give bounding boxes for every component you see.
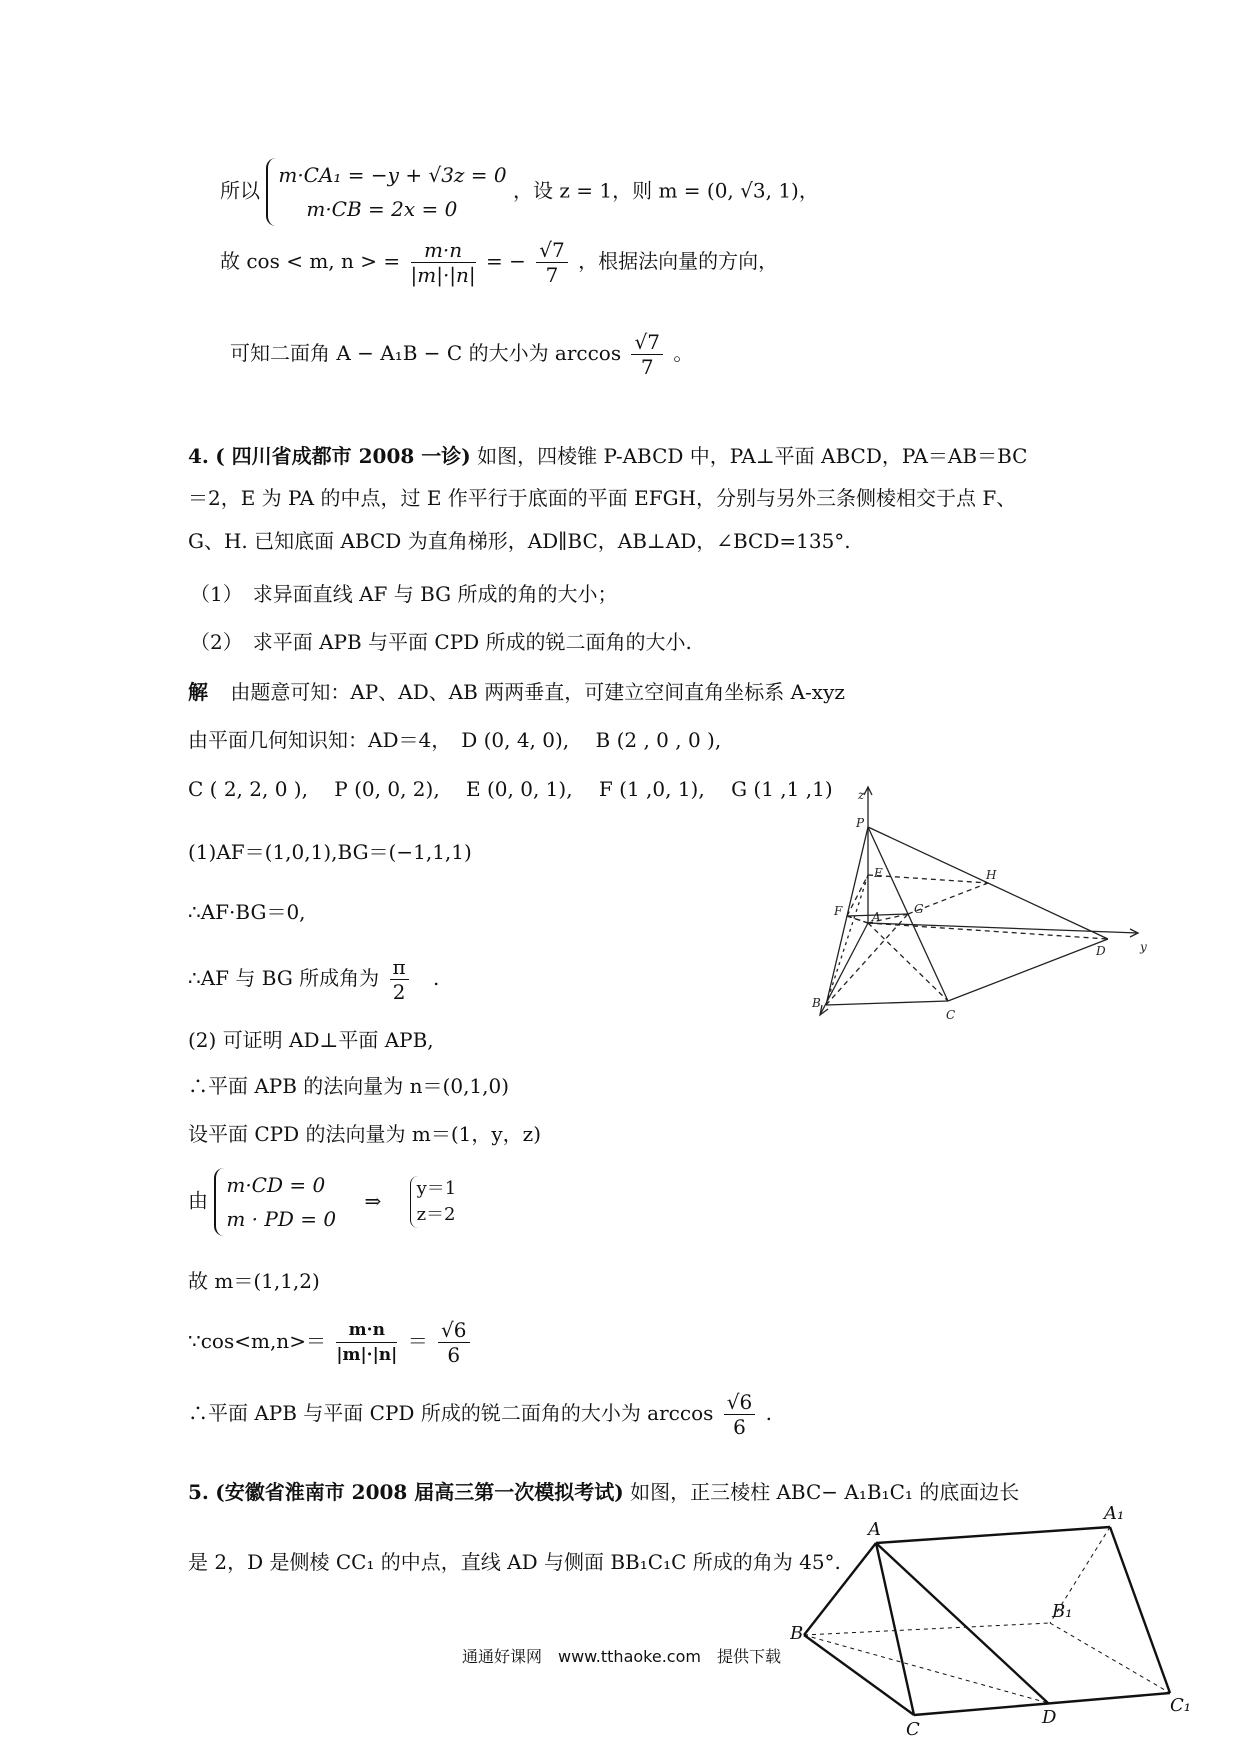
label-B: B xyxy=(812,996,821,1010)
solution-line-2: 由平面几何知识知：AD＝4， D (0, 4, 0), B (2 , 0 , 0 ), xyxy=(188,728,722,752)
sys-prefix: 所以 xyxy=(220,178,260,203)
solution-label: 解 xyxy=(188,680,208,704)
footer-credit: 通通好课网 www.tthaoke.com 提供下载 xyxy=(462,1647,781,1666)
problem5-stem-line1: 5. (安徽省淮南市 2008 届高三第一次模拟考试) 如图，正三棱柱 ABC− A₁B₁C₁ 的底面边长 xyxy=(188,1480,1020,1504)
label-F: F xyxy=(834,904,843,918)
equation-row-1: m·CA₁ = −y + √3z = 0 xyxy=(278,163,507,187)
fraction-mn-2: $\frac{m\cdot n}{|m|\cdot|n|}$ xyxy=(336,1320,398,1365)
solution-line-7: (2) 可证明 AD⊥平面 APB, xyxy=(188,1028,434,1052)
label-B-prism: B xyxy=(790,1623,804,1644)
pyramid-figure xyxy=(800,785,1160,1035)
solution-cos: ∵cos<m,n>＝ $\frac{m\cdot n}{|m|\cdot|n|}$ ＝ $\frac{√6}{6}$ xyxy=(188,1318,474,1367)
label-y: y xyxy=(1140,940,1147,954)
label-G: G xyxy=(914,902,924,916)
fraction-sqrt6-b: $\frac{√6}{6}$ xyxy=(724,1390,755,1439)
problem5-stem-line2: 是 2，D 是侧棱 CC₁ 的中点，直线 AD 与侧面 BB₁C₁C 所成的角为 45°. xyxy=(188,1550,841,1574)
cos-prefix: 故 cos < m, n > = xyxy=(220,249,401,273)
problem4-question-2: （2） 求平面 APB 与平面 CPD 所成的锐二面角的大小. xyxy=(190,630,692,654)
fraction-sqrt7: $\frac{√7}{7}$ xyxy=(536,238,567,287)
solution-line-9: 设平面 CPD 的法向量为 m＝(1，y，z) xyxy=(188,1122,541,1146)
label-z: z xyxy=(858,788,865,802)
solution-line-5: ∴AF·BG＝0, xyxy=(188,900,306,924)
solution-line-3: C ( 2, 2, 0 ), P (0, 0, 2), E (0, 0, 1), F (1 ,0, 1), G (1 ,1 ,1) xyxy=(188,777,833,801)
result-brace: y＝1 z＝2 xyxy=(410,1176,457,1228)
solution-line-1: 解 由题意可知：AP、AD、AB 两两垂直，可建立空间直角坐标系 A-xyz xyxy=(188,680,845,704)
label-H: H xyxy=(986,868,997,882)
problem4-stem-line2: ＝2，E 为 PA 的中点，过 E 作平行于底面的平面 EFGH，分别与另外三条侧棱相交于点 F、 xyxy=(188,486,1017,510)
label-E: E xyxy=(874,866,883,880)
fraction-pi-2: $\frac{\pi}{2}$ xyxy=(390,955,409,1004)
label-A-prism: A xyxy=(868,1519,881,1540)
label-C1-prism: C₁ xyxy=(1170,1695,1191,1716)
fraction-mn: $\frac{m\cdot n}{|m|\cdot|n|}$ xyxy=(410,238,476,287)
conclusion-3: 可知二面角 A − A₁B − C 的大小为 arccos $\frac{√7}{7}$ 。 xyxy=(230,330,694,379)
equation-row-2: m·CB = 2x = 0 xyxy=(306,197,458,221)
solution-line-4: (1)AF＝(1,0,1),BG＝(−1,1,1) xyxy=(188,840,472,864)
cos-formula-1: 故 cos < m, n > = $\frac{m\cdot n}{|m|\cdot|n|}$ = − $\frac{√7}{7}$ ，根据法向量的方向， xyxy=(220,238,779,287)
label-C-prism: C xyxy=(906,1719,920,1740)
problem4-question-1: （1） 求异面直线 AF 与 BG 所成的角的大小； xyxy=(190,582,618,606)
solution-final: ∴平面 APB 与平面 CPD 所成的锐二面角的大小为 arccos $\frac{√6}{6}$ . xyxy=(188,1390,772,1439)
label-P: P xyxy=(856,816,865,830)
problem4-stem-line3: G、H. 已知底面 ABCD 为直角梯形，AD∥BC，AB⊥AD，∠BCD=135°. xyxy=(188,529,851,553)
label-C: C xyxy=(946,1008,956,1022)
label-A: A xyxy=(872,910,881,924)
problem4-stem-line1: 4. ( 四川省成都市 2008 一诊) 如图，四棱锥 P-ABCD 中，PA⊥平面 ABCD，PA＝AB＝BC xyxy=(188,444,1028,468)
fraction-sqrt6: $\frac{√6}{6}$ xyxy=(438,1318,469,1367)
solution-line-10: 故 m＝(1,1,2) xyxy=(188,1269,320,1293)
solution-line-6: ∴AF 与 BG 所成角为 $\frac{\pi}{2}$ . xyxy=(188,955,440,1004)
equation-brace xyxy=(266,158,506,226)
label-A1-prism: A₁ xyxy=(1104,1505,1125,1524)
fraction-sqrt7-b: $\frac{√7}{7}$ xyxy=(631,330,662,379)
label-D-prism: D xyxy=(1042,1707,1057,1728)
system-equation-1 xyxy=(220,158,819,226)
prism-figure xyxy=(790,1505,1210,1740)
set-z-text: ，设 z = 1，则 m = (0, √3, 1)， xyxy=(513,178,819,203)
solution-line-8: ∴平面 APB 的法向量为 n＝(0,1,0) xyxy=(188,1074,510,1098)
label-B1-prism: B₁ xyxy=(1052,1601,1073,1622)
solution-system: 由 m·CD = 0 m · PD = 0 ⇒ y＝1 z＝2 xyxy=(188,1168,456,1236)
label-D: D xyxy=(1096,944,1106,958)
system-brace: m·CD = 0 m · PD = 0 xyxy=(214,1168,336,1236)
